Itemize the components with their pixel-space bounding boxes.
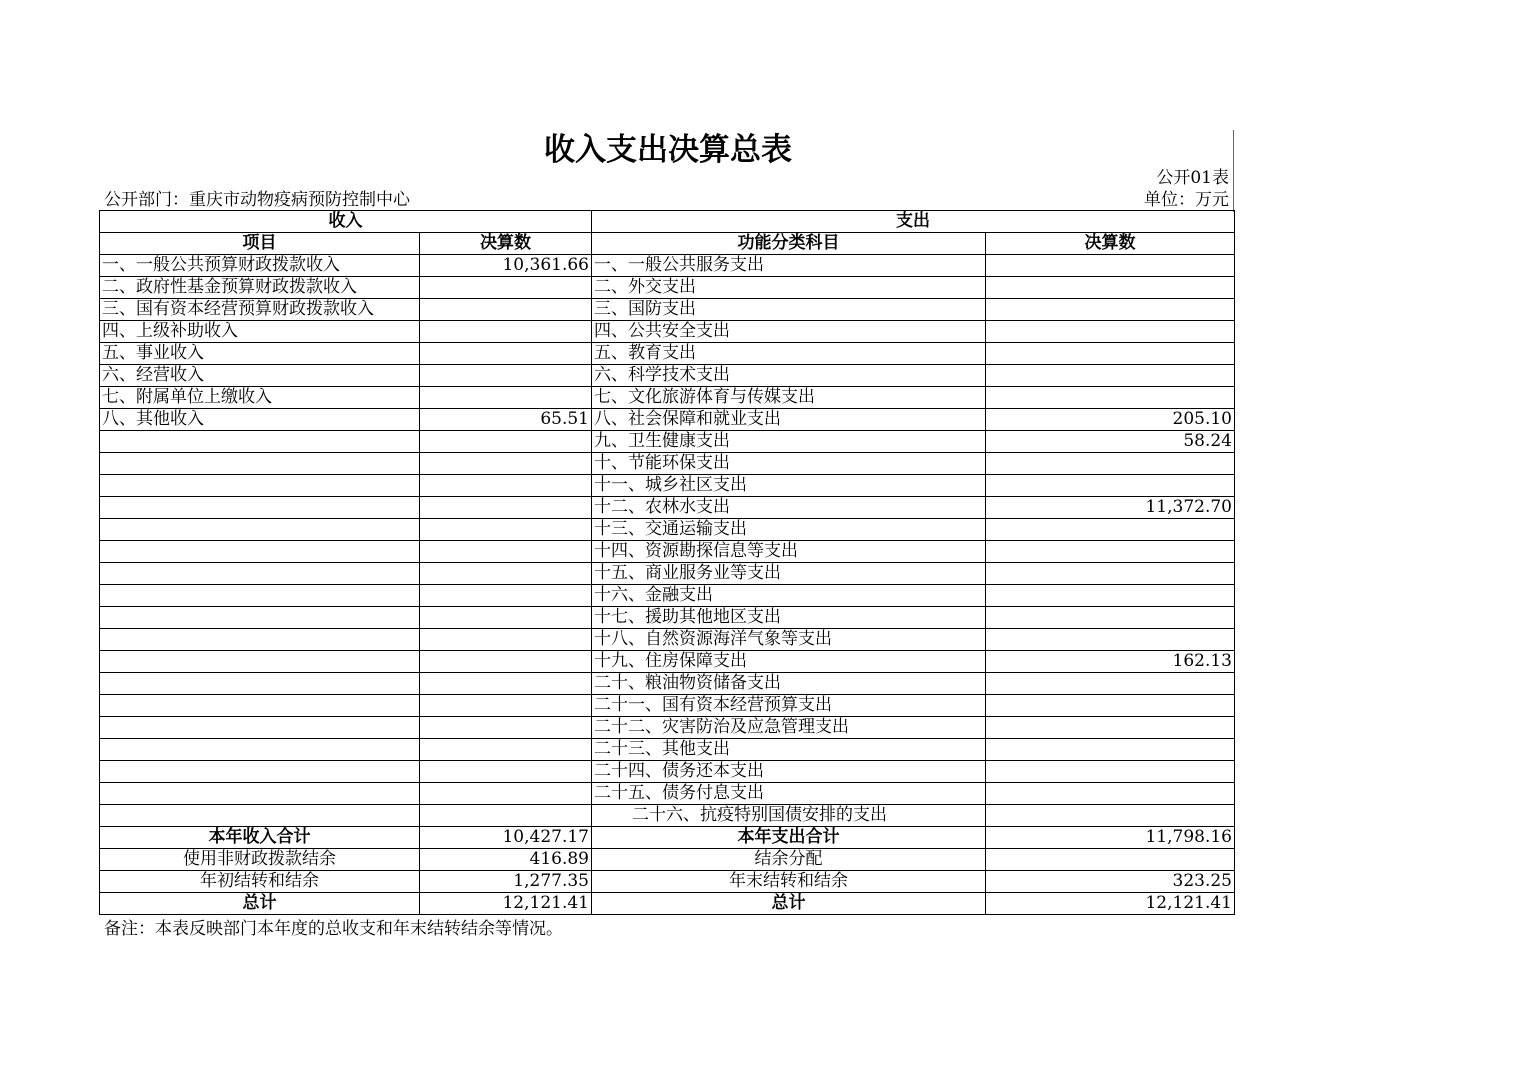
expense-item-cell: 二十三、其他支出	[592, 739, 986, 761]
expense-amount-cell	[986, 563, 1235, 585]
income-amount-cell	[420, 805, 592, 827]
income-item-cell	[100, 629, 420, 651]
income-item-cell	[100, 717, 420, 739]
income-amount-cell	[420, 761, 592, 783]
expense-item-cell: 十三、交通运输支出	[592, 519, 986, 541]
table-row	[100, 365, 1235, 387]
income-item-cell	[100, 519, 420, 541]
income-item-cell	[100, 607, 420, 629]
table-row	[100, 255, 1235, 277]
expense-item-cell: 五、教育支出	[592, 343, 986, 365]
function-category-column-header: 功能分类科目	[592, 233, 986, 255]
summary-row	[100, 827, 1235, 849]
table-row	[100, 629, 1235, 651]
expense-amount-cell	[986, 739, 1235, 761]
expense-amount-cell	[986, 387, 1235, 409]
summary-expense-amount	[986, 849, 1235, 871]
expense-amount-cell	[986, 321, 1235, 343]
summary-expense-amount: 323.25	[986, 871, 1235, 893]
income-item-cell: 二、政府性基金预算财政拨款收入	[100, 277, 420, 299]
expense-item-cell: 十、节能环保支出	[592, 453, 986, 475]
table-row	[100, 519, 1235, 541]
income-expense-table	[99, 210, 1235, 915]
income-amount-cell	[420, 277, 592, 299]
income-amount-cell	[420, 475, 592, 497]
expense-amount-cell	[986, 585, 1235, 607]
income-amount-cell	[420, 717, 592, 739]
income-amount-cell	[420, 695, 592, 717]
table-row	[100, 783, 1235, 805]
expense-item-cell: 七、文化旅游体育与传媒支出	[592, 387, 986, 409]
income-item-cell: 六、经营收入	[100, 365, 420, 387]
table-row	[100, 651, 1235, 673]
expense-amount-cell	[986, 277, 1235, 299]
expense-amount-cell	[986, 695, 1235, 717]
table-row	[100, 563, 1235, 585]
income-item-cell	[100, 541, 420, 563]
expense-amount-column-header: 决算数	[986, 233, 1235, 255]
income-item-cell	[100, 761, 420, 783]
expense-item-cell: 二十六、抗疫特别国债安排的支出	[592, 805, 986, 827]
expense-item-cell: 三、国防支出	[592, 299, 986, 321]
income-amount-cell	[420, 563, 592, 585]
expense-amount-cell	[986, 541, 1235, 563]
expense-amount-cell	[986, 343, 1235, 365]
expense-amount-cell	[986, 255, 1235, 277]
table-row	[100, 431, 1235, 453]
table-row	[100, 387, 1235, 409]
department-label: 公开部门：重庆市动物疫病预防控制中心	[104, 190, 410, 210]
expense-amount-cell	[986, 783, 1235, 805]
income-item-cell: 八、其他收入	[100, 409, 420, 431]
summary-expense-label: 结余分配	[592, 849, 986, 871]
item-column-header: 项目	[100, 233, 420, 255]
expense-item-cell: 十一、城乡社区支出	[592, 475, 986, 497]
income-amount-cell	[420, 365, 592, 387]
table-body	[100, 255, 1235, 915]
summary-row	[100, 893, 1235, 915]
summary-expense-label: 年末结转和结余	[592, 871, 986, 893]
unit-label: 单位：万元	[1144, 190, 1229, 210]
expense-item-cell: 十七、援助其他地区支出	[592, 607, 986, 629]
table-row	[100, 299, 1235, 321]
income-item-cell	[100, 783, 420, 805]
table-row	[100, 321, 1235, 343]
income-item-cell	[100, 497, 420, 519]
table-row	[100, 761, 1235, 783]
expense-item-cell: 二、外交支出	[592, 277, 986, 299]
summary-income-label: 年初结转和结余	[100, 871, 420, 893]
income-item-cell: 一、一般公共预算财政拨款收入	[100, 255, 420, 277]
expense-amount-cell	[986, 607, 1235, 629]
summary-income-label: 本年收入合计	[100, 827, 420, 849]
table-row	[100, 409, 1235, 431]
income-item-cell	[100, 431, 420, 453]
expense-amount-cell: 162.13	[986, 651, 1235, 673]
summary-income-amount: 10,427.17	[420, 827, 592, 849]
income-item-cell	[100, 585, 420, 607]
expense-amount-cell	[986, 365, 1235, 387]
income-amount-cell	[420, 431, 592, 453]
income-item-cell	[100, 673, 420, 695]
page-title: 收入支出决算总表	[544, 132, 792, 168]
income-amount-cell	[420, 629, 592, 651]
income-amount-cell: 10,361.66	[420, 255, 592, 277]
income-amount-column-header: 决算数	[420, 233, 592, 255]
income-amount-cell	[420, 585, 592, 607]
summary-income-amount: 12,121.41	[420, 893, 592, 915]
income-amount-cell	[420, 519, 592, 541]
table-row	[100, 277, 1235, 299]
expense-item-cell: 十四、资源勘探信息等支出	[592, 541, 986, 563]
table-row	[100, 343, 1235, 365]
summary-expense-amount: 12,121.41	[986, 893, 1235, 915]
summary-income-label: 总计	[100, 893, 420, 915]
income-amount-cell	[420, 453, 592, 475]
table-row	[100, 585, 1235, 607]
expense-amount-cell	[986, 805, 1235, 827]
expense-amount-cell: 205.10	[986, 409, 1235, 431]
expense-item-cell: 六、科学技术支出	[592, 365, 986, 387]
expense-item-cell: 十八、自然资源海洋气象等支出	[592, 629, 986, 651]
income-amount-cell	[420, 343, 592, 365]
income-item-cell	[100, 695, 420, 717]
expense-item-cell: 二十四、债务还本支出	[592, 761, 986, 783]
footnote: 备注：本表反映部门本年度的总收支和年末结转结余等情况。	[104, 919, 563, 939]
expense-amount-cell	[986, 453, 1235, 475]
income-amount-cell	[420, 299, 592, 321]
expense-item-cell: 一、一般公共服务支出	[592, 255, 986, 277]
income-item-cell: 七、附属单位上缴收入	[100, 387, 420, 409]
expense-section-header: 支出	[592, 211, 1235, 233]
income-item-cell: 四、上级补助收入	[100, 321, 420, 343]
income-amount-cell	[420, 673, 592, 695]
expense-amount-cell	[986, 629, 1235, 651]
income-item-cell	[100, 805, 420, 827]
expense-amount-cell	[986, 717, 1235, 739]
table-row	[100, 717, 1235, 739]
summary-row	[100, 849, 1235, 871]
income-amount-cell	[420, 387, 592, 409]
expense-item-cell: 十二、农林水支出	[592, 497, 986, 519]
summary-income-label: 使用非财政拨款结余	[100, 849, 420, 871]
income-amount-cell	[420, 321, 592, 343]
expense-amount-cell	[986, 299, 1235, 321]
income-amount-cell	[420, 497, 592, 519]
table-row	[100, 453, 1235, 475]
form-number: 公开01表	[1156, 168, 1229, 188]
summary-income-amount: 1,277.35	[420, 871, 592, 893]
income-item-cell	[100, 475, 420, 497]
income-item-cell	[100, 651, 420, 673]
expense-amount-cell	[986, 519, 1235, 541]
summary-row	[100, 871, 1235, 893]
summary-income-amount: 416.89	[420, 849, 592, 871]
expense-item-cell: 二十五、债务付息支出	[592, 783, 986, 805]
income-amount-cell	[420, 607, 592, 629]
expense-item-cell: 二十二、灾害防治及应急管理支出	[592, 717, 986, 739]
expense-item-cell: 二十一、国有资本经营预算支出	[592, 695, 986, 717]
summary-expense-amount: 11,798.16	[986, 827, 1235, 849]
expense-amount-cell: 58.24	[986, 431, 1235, 453]
expense-amount-cell	[986, 475, 1235, 497]
summary-expense-label: 本年支出合计	[592, 827, 986, 849]
income-item-cell	[100, 563, 420, 585]
income-section-header: 收入	[100, 211, 592, 233]
expense-amount-cell	[986, 761, 1235, 783]
expense-item-cell: 二十、粮油物资储备支出	[592, 673, 986, 695]
table-row	[100, 673, 1235, 695]
expense-item-cell: 九、卫生健康支出	[592, 431, 986, 453]
summary-expense-label: 总计	[592, 893, 986, 915]
table-row	[100, 805, 1235, 827]
expense-item-cell: 八、社会保障和就业支出	[592, 409, 986, 431]
income-item-cell	[100, 739, 420, 761]
table-row	[100, 541, 1235, 563]
expense-item-cell: 十五、商业服务业等支出	[592, 563, 986, 585]
expense-item-cell: 十六、金融支出	[592, 585, 986, 607]
expense-amount-cell	[986, 673, 1235, 695]
income-amount-cell	[420, 739, 592, 761]
income-item-cell: 三、国有资本经营预算财政拨款收入	[100, 299, 420, 321]
income-amount-cell	[420, 541, 592, 563]
income-amount-cell	[420, 651, 592, 673]
income-item-cell: 五、事业收入	[100, 343, 420, 365]
table-row	[100, 739, 1235, 761]
income-item-cell	[100, 453, 420, 475]
table-row	[100, 475, 1235, 497]
expense-amount-cell: 11,372.70	[986, 497, 1235, 519]
table-row	[100, 607, 1235, 629]
expense-item-cell: 十九、住房保障支出	[592, 651, 986, 673]
table-row	[100, 497, 1235, 519]
income-amount-cell: 65.51	[420, 409, 592, 431]
expense-item-cell: 四、公共安全支出	[592, 321, 986, 343]
table-row	[100, 695, 1235, 717]
income-amount-cell	[420, 783, 592, 805]
